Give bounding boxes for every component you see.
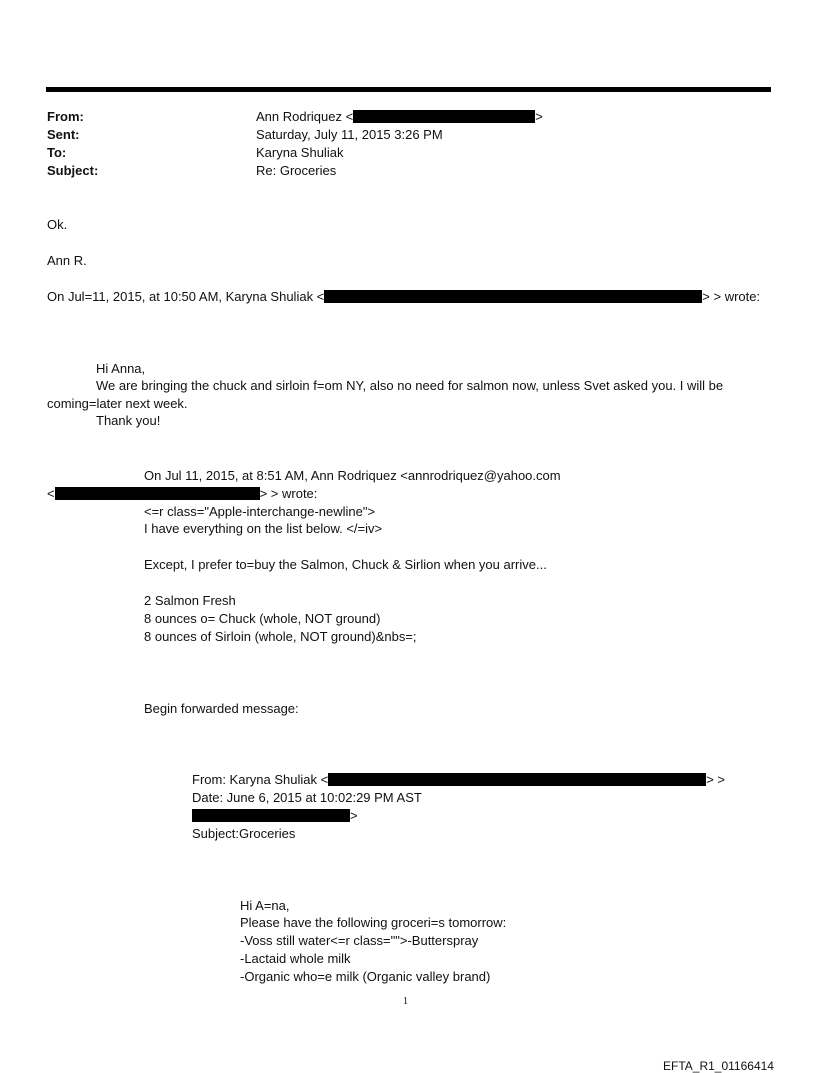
reply-text: Ok. [47,217,68,232]
html-artifact-line: <=r class="Apple-interchange-newline"> [144,504,376,519]
sent-label: Sent: [47,127,80,142]
redaction [353,110,535,123]
bates-number: EFTA_R1_01166414 [663,1059,774,1073]
grocery-item: -Lactaid whole milk [240,951,351,966]
subject-label: Subject: [47,163,99,178]
forwarded-to: > [192,807,358,825]
list-item: 8 ounces o= Chuck (whole, NOT ground) [144,611,381,626]
from-label: From: [47,109,84,124]
paragraph-1-line-2: coming=later next week. [47,396,188,411]
page-number: 1 [403,996,408,1007]
forwarded-label: Begin forwarded message: [144,701,299,716]
list-item: 8 ounces of Sirloin (whole, NOT ground)&nbs=; [144,629,417,644]
to-label: To: [47,145,67,160]
paragraph-1-line-1: We are bringing the chuck and sirloin f=om NY, also no need for salmon now, unless Svet asked you. I will be [96,378,724,393]
header-rule [46,87,771,92]
quote-header-2-line-1: On Jul 11, 2015, at 8:51 AM, Ann Rodriquez <annrodriquez@yahoo.com [144,468,561,483]
except-line: Except, I prefer to=buy the Salmon, Chuck & Sirlion when you arrive... [144,557,547,572]
request-line: Please have the following groceri=s tomorrow: [240,915,507,930]
redaction [55,487,260,500]
greeting-2: Hi A=na, [240,898,290,913]
redaction [328,773,706,786]
grocery-item: -Organic who=e milk (Organic valley brand) [240,969,491,984]
list-item: 2 Salmon Fresh [144,593,236,608]
quote-header-2-line-2: < > > wrote: [47,486,318,501]
subject-value: Re: Groceries [256,163,337,178]
from-value: Ann Rodriquez < > [256,109,543,124]
forwarded-subject: Subject:Groceries [192,826,296,841]
sent-value: Saturday, July 11, 2015 3:26 PM [256,127,443,142]
forwarded-date: Date: June 6, 2015 at 10:02:29 PM AST [192,790,422,805]
thanks-line: Thank you! [96,413,161,428]
everything-line: I have everything on the list below. </=iv> [144,521,383,536]
forwarded-from: From: Karyna Shuliak < > > [192,772,725,787]
grocery-item: -Voss still water<=r class="">-Butterspray [240,933,479,948]
redaction [192,809,350,822]
to-value: Karyna Shuliak [256,145,344,160]
quote-header-1: On Jul=11, 2015, at 10:50 AM, Karyna Shuliak < > > wrote: [47,289,761,304]
greeting-1: Hi Anna, [96,361,146,376]
redaction [324,290,702,303]
signature: Ann R. [47,253,87,268]
